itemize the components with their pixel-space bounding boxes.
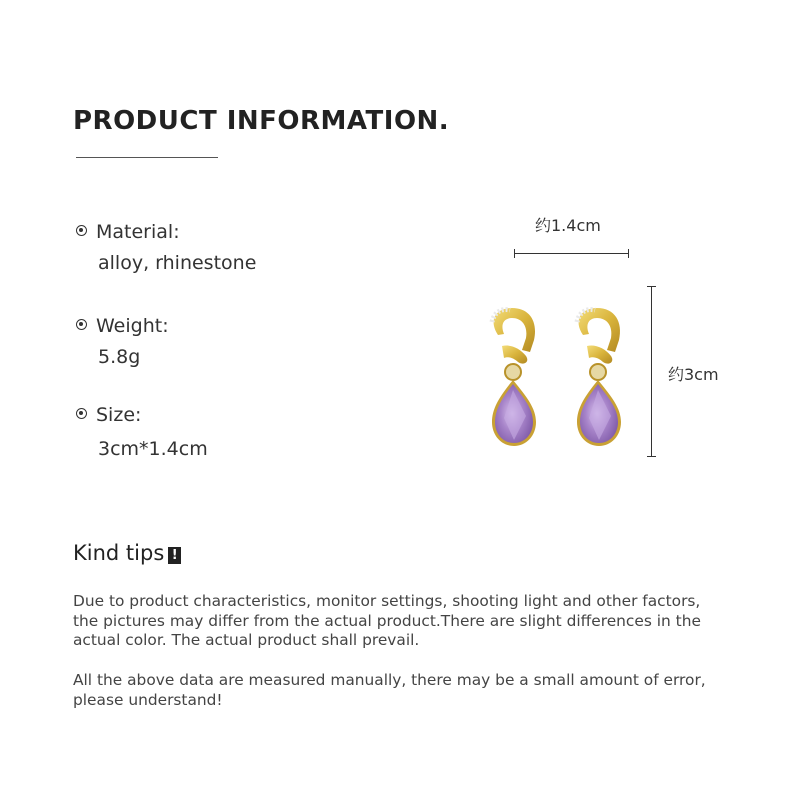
kind-tips-title: Kind tips <box>73 541 165 565</box>
tips-paragraph-2: All the above data are measured manually, there may be a small amount of error, please understand! <box>73 671 706 709</box>
height-dimension-label: 约3cm <box>668 365 719 384</box>
height-dimension-line <box>651 286 652 457</box>
spec-value: 3cm*1.4cm <box>98 438 208 460</box>
spec-label: Size: <box>96 404 142 426</box>
tips-paragraph-1: Due to product characteristics, monitor settings, shooting light and other factors, the pictures may differ from the actual product.There are slight differences in the actual color. The actual product shall prevail. <box>73 592 701 649</box>
kind-tips-heading <box>73 541 181 565</box>
spec-label: Weight: <box>96 315 169 337</box>
title-underline <box>76 157 218 158</box>
spec-size <box>76 404 208 460</box>
bullet-icon <box>76 319 87 330</box>
spec-weight <box>76 315 169 368</box>
earring-product-image <box>470 300 650 464</box>
spec-value: alloy, rhinestone <box>98 252 257 274</box>
page-title: PRODUCT INFORMATION. <box>73 106 450 136</box>
spec-label: Material: <box>96 221 180 243</box>
bullet-icon <box>76 225 87 236</box>
width-dimension-label: 约1.4cm <box>535 216 601 235</box>
spec-value: 5.8g <box>98 346 141 368</box>
spec-material <box>76 221 256 274</box>
exclamation-icon: ! <box>168 547 181 564</box>
bullet-icon <box>76 408 87 419</box>
width-dimension-line <box>514 253 629 254</box>
